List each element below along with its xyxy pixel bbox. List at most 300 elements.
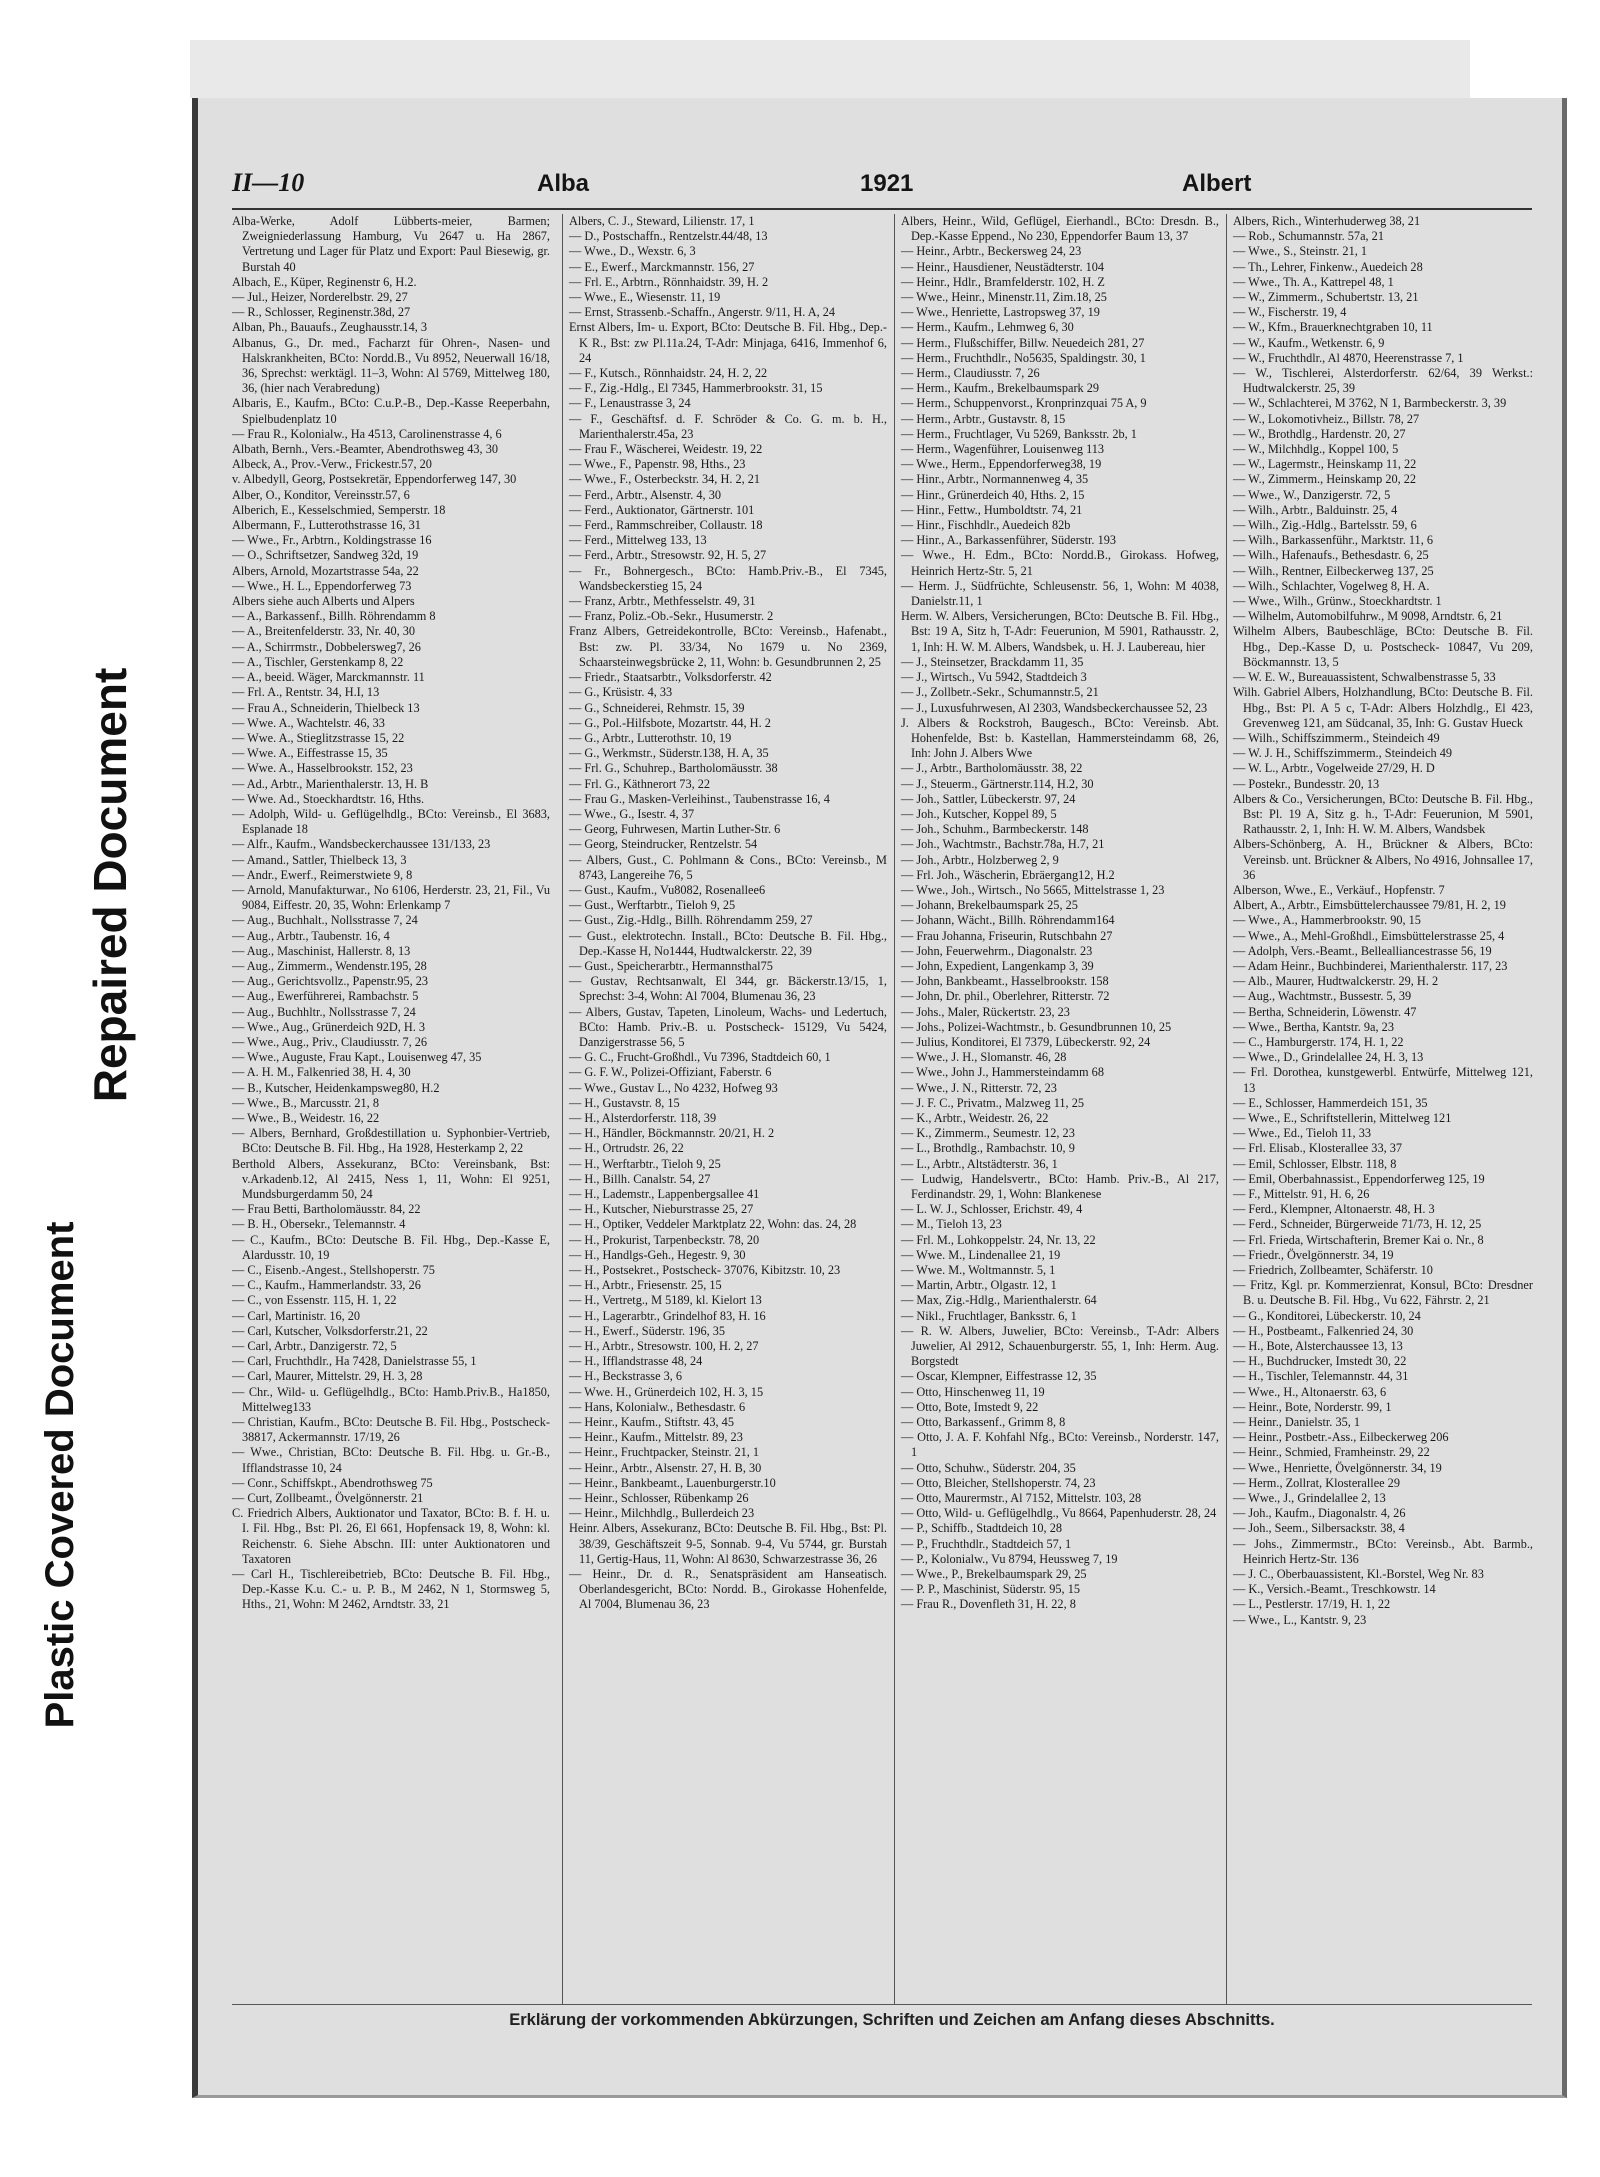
directory-entry: — Wwe. A., Hasselbrookstr. 152, 23 [232,761,413,776]
directory-entry: — Wwe., F., Papenstr. 98, Hths., 23 [569,457,746,472]
directory-entry: C. Friedrich Albers, Auktionator und Taxator, BCto: B. f. H. u. I. Fil. Hbg., Bst: Pl. 26, El 661, Hopfensack 19, 8, Wohn: kl. Reichenstr. 6. Siehe Abschn. III: unter Auktionatoren und Taxatoren [232,1506,550,1566]
directory-entry: — Carl H., Tischlereibetrieb, BCto: Deutsche B. Fil. Hbg., Dep.-Kasse K.u. C.- u. P. B., M 2462, N 1, Stormsweg 5, Hths., 21, Wohn: M 2462, Arndtstr. 33, 21 [232,1567,550,1612]
directory-entry: — Heinr., Milchhdlg., Bullerdeich 23 [569,1506,755,1521]
directory-entry: — Wwe. A., Stieglitzstrasse 15, 22 [232,730,405,745]
directory-entry: — W. J. H., Schiffszimmerm., Steindeich 49 [1233,746,1453,761]
directory-entry: — Heinr., Arbtr., Alsenstr. 27, H. B, 30 [569,1460,762,1475]
directory-entry: — Wwe. A., Wachtelstr. 46, 33 [232,715,385,730]
directory-entry: — Aug., Ewerführerei, Rambachstr. 5 [232,989,419,1004]
directory-entry: — Herm., Fruchthdlr., No5635, Spaldingstr. 30, 1 [901,350,1146,365]
directory-entry: — Wwe., H. Edm., BCto: Nordd.B., Girokass. Hofweg, Heinrich Hertz-Str. 5, 21 [901,548,1219,578]
directory-entry: — Joh., Kutscher, Koppel 89, 5 [901,806,1057,821]
directory-entry: Wilhelm Albers, Baubeschläge, BCto: Deutsche B. Fil. Hbg., Dep.-Kasse D, u. Postscheck- 10847, Vu 209, Böckmannstr. 13, 5 [1233,624,1533,669]
directory-entry: — Wwe., B., Weidestr. 16, 22 [232,1110,380,1125]
header-last-word: Albert [1182,170,1252,197]
directory-entry: — Hinr., A., Barkassenführer, Süderstr. 193 [901,533,1117,548]
directory-entry: — O., Schriftsetzer, Sandweg 32d, 19 [232,548,419,563]
directory-entry: — Joh., Schuhm., Barmbeckerstr. 148 [901,822,1089,837]
directory-entry: — Wwe., D., Grindelallee 24, H. 3, 13 [1233,1050,1424,1065]
directory-entry: — Wwe., Joh., Wirtsch., No 5665, Mittelstrasse 1, 23 [901,882,1165,897]
directory-entry: — Ferd., Arbtr., Alsenstr. 4, 30 [569,487,722,502]
directory-entry: — John, Feuerwehrm., Diagonalstr. 23 [901,943,1093,958]
directory-entry: — Wwe., Gustav L., No 4232, Hofweg 93 [569,1080,778,1095]
directory-entry: — H., Werftarbtr., Tieloh 9, 25 [569,1156,721,1171]
directory-entry: Albath, Bernh., Vers.-Beamter, Abendrothsweg 43, 30 [232,442,499,457]
directory-entry: — Gust., elektrotechn. Install., BCto: Deutsche B. Fil. Hbg., Dep.-Kasse H, No1444, Hudtwalckerstr. 22, 39 [569,928,887,958]
directory-entry: — Albers, Gustav, Tapeten, Linoleum, Wachs- und Ledertuch, BCto: Hamb. Priv.-B. u. Postscheck- 15129, Vu 5424, Danzigerstrasse 56, 5 [569,1004,887,1049]
directory-entry: — Curt, Zollbeamt., Övelgönnerstr. 21 [232,1491,424,1506]
directory-entry: — Hinr., Fettw., Humboldtstr. 74, 21 [901,502,1083,517]
directory-entry: — H., Tischler, Telemannstr. 44, 31 [1233,1369,1409,1384]
directory-entry: — Heinr., Kaufm., Stiftstr. 43, 45 [569,1415,734,1430]
directory-entry: — F., Lenaustrasse 3, 24 [569,396,691,411]
footer-rule [232,2004,1532,2005]
directory-entry: — H., Ifflandstrasse 48, 24 [569,1354,703,1369]
directory-entry: — Jul., Heizer, Norderelbstr. 29, 27 [232,290,408,305]
directory-entry: — Wwe., Wilh., Grünw., Stoeckhardtstr. 1 [1233,594,1442,609]
directory-entry: — Ferd., Arbtr., Stresowstr. 92, H. 5, 27 [569,548,767,563]
directory-entry: — Heinr., Bankbeamt., Lauenburgerstr.10 [569,1475,776,1490]
directory-entry: — Aug., Zimmerm., Wendenstr.195, 28 [232,958,427,973]
directory-entry: — Hinr., Fischhdlr., Auedeich 82b [901,518,1071,533]
plastic-covered-label: Plastic Covered Document [38,1221,82,1729]
directory-entry: — Wwe., Th. A., Kattrepel 48, 1 [1233,274,1394,289]
header-rule [232,208,1532,210]
directory-entry: — Heinr., Dr. d. R., Senatspräsident am Hanseatisch. Oberlandesgericht, BCto: Nordd. B., Girokasse Hohenfelde, Al 7004, Blumenau 36, 23 [569,1567,887,1612]
directory-entry: — Wwe., P., Brekelbaumspark 29, 25 [901,1567,1087,1582]
directory-entry: — Wilh., Schlachter, Vogelweg 8, H. A. [1233,578,1430,593]
directory-entry: — Heinr., Fruchtpacker, Steinstr. 21, 1 [569,1445,760,1460]
directory-entry: — Max, Zig.-Hdlg., Marienthalerstr. 64 [901,1293,1097,1308]
page-header [232,168,1532,208]
directory-entry: — F., Kutsch., Rönnhaidstr. 24, H. 2, 22 [569,366,768,381]
directory-entry: Heinr. Albers, Assekuranz, BCto: Deutsche B. Fil. Hbg., Bst: Pl. 38/39, Geschäftszeit 9-5, Sonnab. 9-4, Vu 5744, gr. Burstah 11, Gertig-Haus, 11, Wohn: Al 8630, Schwarzestrasse 36, 26 [569,1521,887,1566]
directory-entry: — Alfr., Kaufm., Wandsbeckerchaussee 131/133, 23 [232,837,491,852]
column-3 [894,214,1219,2004]
directory-entry: — Wwe., E., Schriftstellerin, Mittelweg 121 [1233,1110,1452,1125]
directory-entry: — H., Billh. Canalstr. 54, 27 [569,1171,711,1186]
directory-entry: — Frau G., Masken-Verleihinst., Taubenstrasse 16, 4 [569,791,830,806]
directory-entry: — W., Lokomotivheiz., Billstr. 78, 27 [1233,411,1420,426]
directory-entry: — Carl, Maurer, Mittelstr. 29, H. 3, 28 [232,1369,423,1384]
directory-entry: — Otto, Schuhw., Süderstr. 204, 35 [901,1460,1076,1475]
footer-note: Erklärung der vorkommenden Abkürzungen, Schriften und Zeichen am Anfang dieses Abschnitts. [509,2011,1275,2029]
directory-entry: — A., Barkassenf., Billh. Röhrendamm 8 [232,609,436,624]
directory-entry: — Franz, Poliz.-Ob.-Sekr., Husumerstr. 2 [569,609,774,624]
directory-entry: — Aug., Buchhltr., Nollsstrasse 7, 24 [232,1004,416,1019]
directory-entry: — K., Arbtr., Weidestr. 26, 22 [901,1110,1049,1125]
directory-entry: — Herm., Kaufm., Lehmweg 6, 30 [901,320,1074,335]
directory-entry: — Frl. Frieda, Wirtschafterin, Bremer Kai o. Nr., 8 [1233,1232,1484,1247]
directory-entry: — Heinr., Hausdiener, Neustädterstr. 104 [901,259,1105,274]
directory-entry: — Wwe., B., Marcusstr. 21, 8 [232,1095,379,1110]
directory-entry: — Gust., Kaufm., Vu8082, Rosenallee6 [569,882,766,897]
directory-entry: — John, Dr. phil., Oberlehrer, Ritterstr. 72 [901,989,1110,1004]
directory-entry: — Wwe., Auguste, Frau Kapt., Louisenweg 47, 35 [232,1050,482,1065]
directory-entry: — Joh., Wachtmstr., Bachstr.78a, H.7, 21 [901,837,1105,852]
directory-entry: — Heinr., Hdlr., Bramfelderstr. 102, H. Z [901,274,1105,289]
directory-entry: — G., Konditorei, Lübeckerstr. 10, 24 [1233,1308,1421,1323]
directory-entry: — Adam Heinr., Buchbinderei, Marienthalerstr. 117, 23 [1233,958,1508,973]
directory-entry: — J., Wirtsch., Vu 5942, Stadtdeich 3 [901,670,1087,685]
page-number: II—10 [232,168,305,197]
directory-entry: — Georg, Fuhrwesen, Martin Luther-Str. 6 [569,822,781,837]
directory-entry: — Conr., Schiffskpt., Abendrothsweg 75 [232,1475,433,1490]
directory-entry: — Otto, Hinschenweg 11, 19 [901,1384,1045,1399]
directory-entry: — Joh., Arbtr., Holzberweg 2, 9 [901,852,1059,867]
directory-entry: Albers, Rich., Winterhuderweg 38, 21 [1233,214,1421,228]
directory-entry: — H., Ortrudstr. 26, 22 [569,1141,684,1156]
directory-entry: — Wilh., Rentner, Eilbeckerweg 137, 25 [1233,563,1434,578]
directory-entry: — Joh., Seem., Silbersackstr. 38, 4 [1233,1521,1405,1536]
directory-entry: — H., Arbtr., Stresowstr. 100, H. 2, 27 [569,1339,759,1354]
directory-entry: Alban, Ph., Bauaufs., Zeughausstr.14, 3 [232,320,428,335]
directory-entry: — Aug., Arbtr., Taubenstr. 16, 4 [232,928,390,943]
directory-entry: — W., Fischerstr. 19, 4 [1233,305,1347,320]
directory-entry: — K., Zimmerm., Seumestr. 12, 23 [901,1126,1075,1141]
directory-entry: — Frl. Dorothea, kunstgewerbl. Entwürfe, Mittelweg 121, 13 [1233,1065,1533,1095]
directory-entry: — H., Händler, Böckmannstr. 20/21, H. 2 [569,1126,775,1141]
directory-entry: — Carl, Martinistr. 16, 20 [232,1308,361,1323]
directory-entry: — Frl. Elisab., Klosterallee 33, 37 [1233,1141,1403,1156]
directory-entry: — J., Arbtr., Bartholomäusstr. 38, 22 [901,761,1083,776]
directory-entry: — Wilh., Barkassenführ., Marktstr. 11, 6 [1233,533,1433,548]
directory-entry: J. Albers & Rockstroh, Baugesch., BCto: Vereinsb. Abt. Hohenfelde, Bst: b. Kastellan, Hammersteindamm 68, 26, Inh: John J. Albers Wwe [901,715,1219,761]
directory-entry: — G., Arbtr., Lutterothstr. 10, 19 [569,730,732,745]
directory-entry: — Otto, Bote, Imstedt 9, 22 [901,1399,1039,1414]
directory-entry: — Wwe., D., Wexstr. 6, 3 [569,244,696,259]
directory-entry: — Carl, Kutscher, Volksdorferstr.21, 22 [232,1323,428,1338]
directory-entry: — Frl. G., Käthnerort 73, 22 [569,776,711,791]
directory-entry: — Wilh., Arbtr., Balduinstr. 25, 4 [1233,502,1398,517]
directory-entry: — Johann, Brekelbaumspark 25, 25 [901,898,1078,913]
directory-entry: — Herm., Wagenführer, Louisenweg 113 [901,442,1105,457]
directory-entry: — Ferd., Auktionator, Gärtnerstr. 101 [569,502,755,517]
directory-entry: — Emil, Oberbahnassist., Eppendorferweg 125, 19 [1233,1171,1485,1186]
directory-entry: — Wwe., Henriette, Lastropsweg 37, 19 [901,305,1100,320]
directory-entry: — Alb., Maurer, Hudtwalckerstr. 29, H. 2 [1233,974,1439,989]
directory-entry: — W., Zimmerm., Schubertstr. 13, 21 [1233,290,1419,305]
directory-entry: — Aug., Buchhalt., Nollsstrasse 7, 24 [232,913,418,928]
directory-entry: — P., Kolonialw., Vu 8794, Heussweg 7, 19 [901,1551,1118,1566]
directory-entry: — John, Expedient, Langenkamp 3, 39 [901,958,1094,973]
directory-entry: Franz Albers, Getreidekontrolle, BCto: Vereinsb., Hafenabt., Bst: zw. Pl. 33/34, No 1679 u. No 2369, Schaarsteinwegsbrücke 2, 11, Wohn: b. Gesundbrunnen 2, 25 [569,624,887,669]
directory-entry: — Franz, Arbtr., Methfesselstr. 49, 31 [569,594,756,609]
directory-entry: — Wwe., Ed., Tieloh 11, 33 [1233,1126,1372,1141]
column-4 [1226,214,1533,2004]
directory-entry: — A. H. M., Falkenried 38, H. 4, 30 [232,1065,411,1080]
directory-entry: Alberson, Wwe., E., Verkäuf., Hopfenstr. 7 [1233,882,1445,897]
directory-entry: — Frau A., Schneiderin, Thielbeck 13 [232,700,420,715]
directory-entry: — Herm. J., Südfrüchte, Schleusenstr. 56, 1, Wohn: M 4038, Danielstr.11, 1 [901,578,1219,609]
directory-entry: — F., Zig.-Hdlg., El 7345, Hammerbrookstr. 31, 15 [569,381,823,396]
directory-entry: — Bertha, Schneiderin, Löwenstr. 47 [1233,1004,1417,1019]
directory-entry: Albers, C. J., Steward, Lilienstr. 17, 1 [569,214,755,228]
directory-entry: — Wwe., A., Mehl-Großhdl., Eimsbüttelerstrasse 25, 4 [1233,928,1505,943]
directory-entry: — W., Lagermstr., Heinskamp 11, 22 [1233,457,1417,472]
directory-entry: Albert, A., Arbtr., Eimsbüttelerchaussee 79/81, H. 2, 19 [1233,898,1506,913]
directory-entry: — Frl. A., Rentstr. 34, H.I, 13 [232,685,380,700]
directory-entry: — H., Optiker, Veddeler Marktplatz 22, Wohn: das. 24, 28 [569,1217,857,1232]
directory-entry: Alba-Werke, Adolf Lübberts-meier, Barmen; Zweigniederlassung Hamburg, Vu 2647 u. Ha 2867, Vertretung und Lager für Platz und Export: Paul Biesewig, gr. Burstah 40 [232,214,550,274]
directory-entry: — W., Kfm., Brauerknechtgraben 10, 11 [1233,320,1433,335]
directory-columns [232,214,1532,2004]
directory-entry: — Otto, Wild- u. Geflügelhdlg., Vu 8664, Papenhuderstr. 28, 24 [901,1506,1217,1521]
directory-entry: — Albers, Bernhard, Großdestillation u. Syphonbier-Vertrieb, BCto: Deutsche B. Fil. Hbg., Ha 1928, Hesterkamp 2, 22 [232,1126,550,1156]
directory-entry: — Ferd., Schneider, Bürgerweide 71/73, H. 12, 25 [1233,1217,1482,1232]
directory-entry: — Heinr., Schlosser, Rübenkamp 26 [569,1491,749,1506]
directory-entry: Albers, Heinr., Wild, Geflügel, Eierhandl., BCto: Dresdn. B., Dep.-Kasse Eppend., No 230, Eppendorfer Baum 13, 37 [901,214,1219,244]
directory-entry: — Heinr., Schmied, Framheinstr. 29, 22 [1233,1445,1430,1460]
directory-entry: — G., Schneiderei, Rehmstr. 15, 39 [569,700,745,715]
directory-entry: — Johs., Zimmermstr., BCto: Vereinsb., Abt. Barmb., Heinrich Hertz-Str. 136 [1233,1536,1533,1566]
directory-entry: Albermann, F., Lutterothstrasse 16, 31 [232,518,421,533]
directory-entry: — A., Schirrmstr., Dobbelersweg7, 26 [232,639,421,654]
directory-entry: — Fr., Bohnergesch., BCto: Hamb.Priv.-B., El 7345, Wandsbeckerstieg 15, 24 [569,563,887,593]
directory-entry: Alberich, E., Kesselschmied, Semperstr. 18 [232,502,446,517]
directory-entry: — Georg, Steindrucker, Rentzelstr. 54 [569,837,758,852]
directory-entry: — Heinr., Kaufm., Mittelstr. 89, 23 [569,1430,743,1445]
directory-entry: — Wwe., F., Osterbeckstr. 34, H. 2, 21 [569,472,761,487]
directory-entry: — Andr., Ewerf., Reimerstwiete 9, 8 [232,867,413,882]
directory-entry: — Herm., Flußschiffer, Billw. Neuedeich 281, 27 [901,335,1145,350]
directory-entry: — Wwe., L., Kantstr. 9, 23 [1233,1612,1367,1627]
directory-entry: — Wilhelm, Automobilfuhrw., M 9098, Arndtstr. 6, 21 [1233,609,1503,624]
directory-entry: — W. L., Arbtr., Vogelweide 27/29, H. D [1233,761,1435,776]
directory-entry: — L. W. J., Schlosser, Erichstr. 49, 4 [901,1202,1083,1217]
directory-entry: Ernst Albers, Im- u. Export, BCto: Deutsche B. Fil. Hbg., Dep.-K R., Bst: zw Pl.11a.24, T-Adr: Minjaga, 6416, Immenhof 6, 24 [569,320,887,365]
directory-entry: — Wwe., J. H., Slomanstr. 46, 28 [901,1050,1067,1065]
directory-entry: — Johann, Wächt., Billh. Röhrendamm164 [901,913,1115,928]
directory-entry: — Heinr., Arbtr., Beckersweg 24, 23 [901,244,1082,259]
directory-entry: — Johs., Maler, Rückertstr. 23, 23 [901,1004,1070,1019]
directory-entry: — H., Lagerarbtr., Grindelhof 83, H. 16 [569,1308,766,1323]
directory-entry: Albers, Arnold, Mozartstrasse 54a, 22 [232,563,419,578]
directory-entry: — A., Tischler, Gerstenkamp 8, 22 [232,654,404,669]
directory-entry: — C., Hamburgerstr. 174, H. 1, 22 [1233,1034,1404,1049]
directory-entry: — G., Krüsistr. 4, 33 [569,685,673,700]
directory-entry: — L., Brothdlg., Rambachstr. 10, 9 [901,1141,1075,1156]
directory-entry: Berthold Albers, Assekuranz, BCto: Vereinsbank, Bst: v.Arkadenb.12, Al 2415, Ness 1, 11, Wohn: El 9251, Mundsburgerdamm 50, 24 [232,1156,550,1201]
directory-entry: — Fritz, Kgl. pr. Kommerzienrat, Konsul, BCto: Dresdner B. u. Deutsche B. Fil. Hbg., Vu 622, Fährstr. 2, 21 [1233,1278,1533,1308]
directory-entry: — Arnold, Manufakturwar., No 6106, Herderstr. 23, 21, Fil., Vu 9084, Eiffestr. 20, 35, Wohn: Erlenkamp 7 [232,882,550,913]
directory-entry: — Frau R., Dovenfleth 31, H. 22, 8 [901,1597,1076,1612]
directory-entry: — H., Bote, Alsterchaussee 13, 13 [1233,1339,1403,1354]
directory-entry: — Wwe., J. N., Ritterstr. 72, 23 [901,1080,1057,1095]
directory-entry: — H., Lademstr., Lappenbergsallee 41 [569,1187,760,1201]
directory-entry: Albers-Schönberg, A. H., Brückner & Albers, BCto: Vereinsb. unt. Brückner & Albers, No 4916, Johnsallee 17, 36 [1233,837,1533,882]
directory-entry: — E., Schlosser, Hammerdeich 151, 35 [1233,1095,1428,1110]
directory-entry: — B. H., Obersekr., Telemannstr. 4 [232,1217,406,1232]
directory-entry: — G., Pol.-Hilfsbote, Mozartstr. 44, H. 2 [569,715,771,730]
directory-entry: — Herm., Arbtr., Gustavstr. 8, 15 [901,411,1066,426]
directory-entry: — Wwe. M., Lindenallee 21, 19 [901,1247,1061,1262]
directory-entry: — Aug., Gerichtsvollz., Papenstr.95, 23 [232,974,429,989]
directory-entry: — Joh., Kaufm., Diagonalstr. 4, 26 [1233,1506,1406,1521]
directory-entry: — H., Buchdrucker, Imstedt 30, 22 [1233,1354,1407,1369]
directory-entry: — J., Luxusfuhrwesen, Al 2303, Wandsbeckerchaussee 52, 23 [901,700,1208,715]
directory-entry: — Hinr., Arbtr., Normannenweg 4, 35 [901,472,1089,487]
directory-entry: Herm. W. Albers, Versicherungen, BCto: Deutsche B. Fil. Hbg., Bst: 19 A, Sitz h, T-Adr: Feuerunion, M 5901, Rathausstr. 2, 1, Inh: H. W. M. Albers, Wandsbek, u. H. J. Laubereau, hier [901,609,1219,654]
directory-entry: — Ad., Arbtr., Marienthalerstr. 13, H. B [232,776,429,791]
directory-entry: — Friedr., Övelgönnerstr. 34, 19 [1233,1247,1394,1262]
directory-entry: — H., Postsekret., Postscheck- 37076, Kibitzstr. 10, 23 [569,1263,841,1278]
directory-entry: — G. C., Frucht-Großhdl., Vu 7396, Stadtdeich 60, 1 [569,1050,831,1065]
header-first-word: Alba [537,170,590,197]
directory-entry: — Wwe., Herm., Eppendorferweg38, 19 [901,457,1102,472]
directory-entry: — Wwe., A., Hammerbrookstr. 90, 15 [1233,913,1421,928]
directory-entry: — H., Arbtr., Friesenstr. 25, 15 [569,1278,722,1293]
directory-entry: — H., Handlgs-Geh., Hegestr. 9, 30 [569,1247,746,1262]
directory-entry: — P. P., Maschinist, Süderstr. 95, 15 [901,1582,1081,1597]
directory-entry: — W., Kaufm., Wetkenstr. 6, 9 [1233,335,1385,350]
directory-entry: — J., Steuerm., Gärtnerstr.114, H.2, 30 [901,776,1094,791]
directory-entry: — Christian, Kaufm., BCto: Deutsche B. Fil. Hbg., Postscheck- 38817, Ackermannstr. 17/19, 26 [232,1415,550,1445]
directory-entry: — A., Breitenfelderstr. 33, Nr. 40, 30 [232,624,416,639]
directory-entry: — Ernst, Strassenb.-Schaffn., Angerstr. 9/11, H. A, 24 [569,305,836,320]
directory-entry: — W., Milchhdlg., Koppel 100, 5 [1233,442,1399,457]
directory-entry: — Frl. E., Arbtrn., Rönnhaidstr. 39, H. 2 [569,274,769,289]
directory-entry: — Ferd., Klempner, Altonaerstr. 48, H. 3 [1233,1202,1435,1217]
directory-entry: — Heinr., Danielstr. 35, 1 [1233,1415,1361,1430]
directory-entry: — Otto, J. A. F. Kohfahl Nfg., BCto: Vereinsb., Norderstr. 147, 1 [901,1430,1219,1460]
directory-entry: — Wwe., S., Steinstr. 21, 1 [1233,244,1368,259]
directory-entry: — Wwe., Heinr., Minenstr.11, Zim.18, 25 [901,290,1107,305]
directory-entry: — Herm., Fruchtlager, Vu 5269, Banksstr. 2b, 1 [901,426,1137,441]
directory-entry: — K., Versich.-Beamt., Treschkowstr. 14 [1233,1582,1436,1597]
directory-entry: — Wwe., J., Grindelallee 2, 13 [1233,1491,1386,1506]
directory-entry: Albers siehe auch Alberts und Alpers [232,594,415,609]
directory-entry: — F., Mittelstr. 91, H. 6, 26 [1233,1187,1370,1201]
directory-entry: — J., Steinsetzer, Brackdamm 11, 35 [901,654,1084,669]
directory-entry: — Heinr., Postbetr.-Ass., Eilbeckerweg 206 [1233,1430,1449,1445]
directory-entry: — Wwe. M., Woltmannstr. 5, 1 [901,1263,1056,1278]
directory-entry: — Frau Johanna, Friseurin, Rutschbahn 27 [901,928,1113,943]
directory-entry: — C., Kaufm., BCto: Deutsche B. Fil. Hbg., Dep.-Kasse E, Alardusstr. 10, 19 [232,1232,550,1262]
directory-entry: — Wwe. A., Eiffestrasse 15, 35 [232,746,388,761]
directory-entry: — Herm., Claudiusstr. 7, 26 [901,366,1040,381]
directory-entry: — Adolph, Vers.-Beamt., Bellealliancestrasse 56, 19 [1233,943,1492,958]
directory-entry: — Wwe., H., Altonaerstr. 63, 6 [1233,1384,1387,1399]
directory-entry: — Adolph, Wild- u. Geflügelhdlg., BCto: Vereinsb., El 3683, Esplanade 18 [232,806,550,837]
directory-entry: — M., Tieloh 13, 23 [901,1217,1002,1232]
directory-entry: — Carl, Arbtr., Danzigerstr. 72, 5 [232,1339,397,1354]
directory-entry: Albers & Co., Versicherungen, BCto: Deutsche B. Fil. Hbg., Bst: Pl. 19 A, Sitz g. h., T-Adr: Feuerunion, M 5901, Rathausstr. 2, 1, Inh: H. W. M. Albers, Wandsbek [1233,791,1533,837]
directory-entry: — H., Postbeamt., Falkenried 24, 30 [1233,1323,1414,1338]
directory-entry: — Rob., Schumannstr. 57a, 21 [1233,229,1384,244]
directory-entry: — Aug., Wachtmstr., Bussestr. 5, 39 [1233,989,1412,1004]
directory-entry: — Wilh., Hafenaufs., Bethesdastr. 6, 25 [1233,548,1429,563]
directory-entry: — R. W. Albers, Juwelier, BCto: Vereinsb., T-Adr: Albers Juwelier, Al 2912, Schauenburgerstr. 55, 1, Inh: Herm. Aug. Borgstedt [901,1323,1219,1369]
directory-entry: — Otto, Barkassenf., Grimm 8, 8 [901,1415,1066,1430]
directory-entry: Wilh. Gabriel Albers, Holzhandlung, BCto: Deutsche B. Fil. Hbg., Bst: Pl. A 5 c, T-Adr: Albers Holzhdlg., El 423, Grevenweg 121, am Südcanal, 35, Inh: G. Gustav Hueck [1233,685,1533,730]
directory-entry: — Wwe., John J., Hammersteindamm 68 [901,1065,1104,1080]
directory-entry: — J., Zollbetr.-Sekr., Schumannstr.5, 21 [901,685,1099,700]
directory-entry: — C., Kaufm., Hammerlandstr. 33, 26 [232,1278,421,1293]
directory-entry: — Gust., Werftarbtr., Tieloh 9, 25 [569,898,736,913]
directory-entry: — W., Tischlerei, Alsterdorferstr. 62/64, 39 Werkst.: Hudtwalckerstr. 25, 39 [1233,366,1533,396]
directory-entry: — Wwe., Fr., Arbtrn., Koldingstrasse 16 [232,533,432,548]
directory-entry: v. Albedyll, Georg, Postsekretär, Eppendorferweg 147, 30 [232,472,517,487]
directory-entry: — Herm., Kaufm., Brekelbaumspark 29 [901,381,1100,396]
directory-entry: — Frau Betti, Bartholomäusstr. 84, 22 [232,1202,421,1217]
directory-entry: — B., Kutscher, Heidenkampsweg80, H.2 [232,1080,440,1095]
directory-entry: — Otto, Bleicher, Stellshoperstr. 74, 23 [901,1475,1096,1490]
directory-entry: — J. C., Oberbauassistent, Kl.-Borstel, Weg Nr. 83 [1233,1567,1484,1582]
directory-entry: — Julius, Konditorei, El 7379, Lübeckerstr. 92, 24 [901,1034,1151,1049]
directory-entry: — R., Schlosser, Reginenstr.38d, 27 [232,305,411,320]
directory-entry: — Th., Lehrer, Finkenw., Auedeich 28 [1233,259,1423,274]
directory-entry: — Wwe. H., Grünerdeich 102, H. 3, 15 [569,1384,764,1399]
directory-entry: — Wwe., Christian, BCto: Deutsche B. Fil. Hbg. u. Gr.-B., Ifflandstrasse 10, 24 [232,1445,550,1475]
directory-entry: — Wwe., Bertha, Kantstr. 9a, 23 [1233,1019,1394,1034]
directory-entry: — Frl. G., Schuhrep., Bartholomäusstr. 38 [569,761,778,776]
directory-entry: — P., Fruchthdlr., Stadtdeich 57, 1 [901,1536,1072,1551]
directory-entry: — Friedr., Staatsarbtr., Volksdorferstr. 42 [569,670,772,685]
directory-entry: — Wwe., H. L., Eppendorferweg 73 [232,578,412,593]
directory-entry: — Wwe., Aug., Grünerdeich 92D, H. 3 [232,1019,426,1034]
directory-entry: — Ferd., Rammschreiber, Collaustr. 18 [569,518,763,533]
directory-entry: — Wwe., W., Danzigerstr. 72, 5 [1233,487,1391,502]
directory-entry: — H., Gustavstr. 8, 15 [569,1095,680,1110]
directory-entry: — Wwe., G., Isestr. 4, 37 [569,806,695,821]
directory-entry: Albeck, A., Prov.-Verw., Frickestr.57, 20 [232,457,432,472]
directory-entry: — Chr., Wild- u. Geflügelhdlg., BCto: Hamb.Priv.B., Ha1850, Mittelweg133 [232,1384,550,1414]
directory-entry: — H., Ewerf., Süderstr. 196, 35 [569,1323,726,1338]
directory-entry: — H., Kutscher, Nieburstrasse 25, 27 [569,1202,754,1217]
directory-entry: — Aug., Maschinist, Hallerstr. 8, 13 [232,943,411,958]
column-1 [232,214,550,2004]
directory-entry: — E., Ewerf., Marckmannstr. 156, 27 [569,259,755,274]
directory-entry: — G., Werkmstr., Süderstr.138, H. A, 35 [569,746,769,761]
directory-entry: — Gustav, Rechtsanwalt, El 344, gr. Bäckerstr.13/15, 1, Sprechst: 3-4, Wohn: Al 7004, Blumenau 36, 23 [569,974,887,1004]
directory-entry: — Martin, Arbtr., Olgastr. 12, 1 [901,1278,1057,1293]
directory-entry: — Wwe., E., Wiesenstr. 11, 19 [569,290,721,305]
directory-entry: Albaris, E., Kaufm., BCto: C.u.P.-B., Dep.-Kasse Reeperbahn, Spielbudenplatz 10 [232,396,550,426]
directory-entry: — Wwe., Henriette, Övelgönnerstr. 34, 19 [1233,1460,1442,1475]
directory-entry: Alber, O., Konditor, Vereinsstr.57, 6 [232,487,410,502]
directory-entry: — Heinr., Bote, Norderstr. 99, 1 [1233,1399,1392,1414]
directory-entry: — Wwe., Aug., Priv., Claudiusstr. 7, 26 [232,1034,428,1049]
directory-entry: — Frau F., Wäscherei, Weidestr. 19, 22 [569,442,763,457]
directory-entry: — Emil, Schlosser, Elbstr. 118, 8 [1233,1156,1397,1171]
directory-entry: — Albers, Gust., C. Pohlmann & Cons., BCto: Vereinsb., M 8743, Langereihe 76, 5 [569,852,887,882]
directory-entry: — Wilh., Schiffszimmerm., Steindeich 49 [1233,730,1440,745]
directory-entry: — Frl. M., Lohkoppelstr. 24, Nr. 13, 22 [901,1232,1096,1247]
directory-entry: — L., Arbtr., Altstädterstr. 36, 1 [901,1156,1058,1171]
directory-entry: — Frau R., Kolonialw., Ha 4513, Carolinenstrasse 4, 6 [232,426,502,441]
directory-entry: — Nikl., Fruchtlager, Banksstr. 6, 1 [901,1308,1077,1323]
directory-entry: — Oscar, Klempner, Eiffestrasse 12, 35 [901,1369,1097,1384]
column-2 [562,214,887,2004]
repaired-document-label: Repaired Document [84,667,136,1103]
directory-entry: — Amand., Sattler, Thielbeck 13, 3 [232,852,407,867]
scan-shadow [190,40,1470,98]
directory-entry: — Ferd., Mittelweg 133, 13 [569,533,707,548]
directory-entry: — Postekr., Bundesstr. 20, 13 [1233,776,1380,791]
directory-entry: — W., Zimmerm., Heinskamp 20, 22 [1233,472,1417,487]
directory-entry: — Gust., Zig.-Hdlg., Billh. Röhrendamm 259, 27 [569,913,813,928]
directory-entry: — Gust., Speicherarbtr., Hermannsthal75 [569,958,773,973]
directory-entry: — Friedrich, Zollbeamter, Schäferstr. 10 [1233,1263,1433,1278]
directory-entry: — Hinr., Grünerdeich 40, Hths. 2, 15 [901,487,1085,502]
directory-entry: — H., Alsterdorferstr. 118, 39 [569,1110,717,1125]
directory-entry: — John, Bankbeamt., Hasselbrookstr. 158 [901,974,1109,989]
directory-entry: — Wilh., Zig.-Hdlg., Bartelsstr. 59, 6 [1233,518,1417,533]
directory-entry: — Hans, Kolonialw., Bethesdastr. 6 [569,1399,746,1414]
directory-entry: — C., von Essenstr. 115, H. 1, 22 [232,1293,397,1308]
directory-entry: — Johs., Polizei-Wachtmstr., b. Gesundbrunnen 10, 25 [901,1019,1172,1034]
